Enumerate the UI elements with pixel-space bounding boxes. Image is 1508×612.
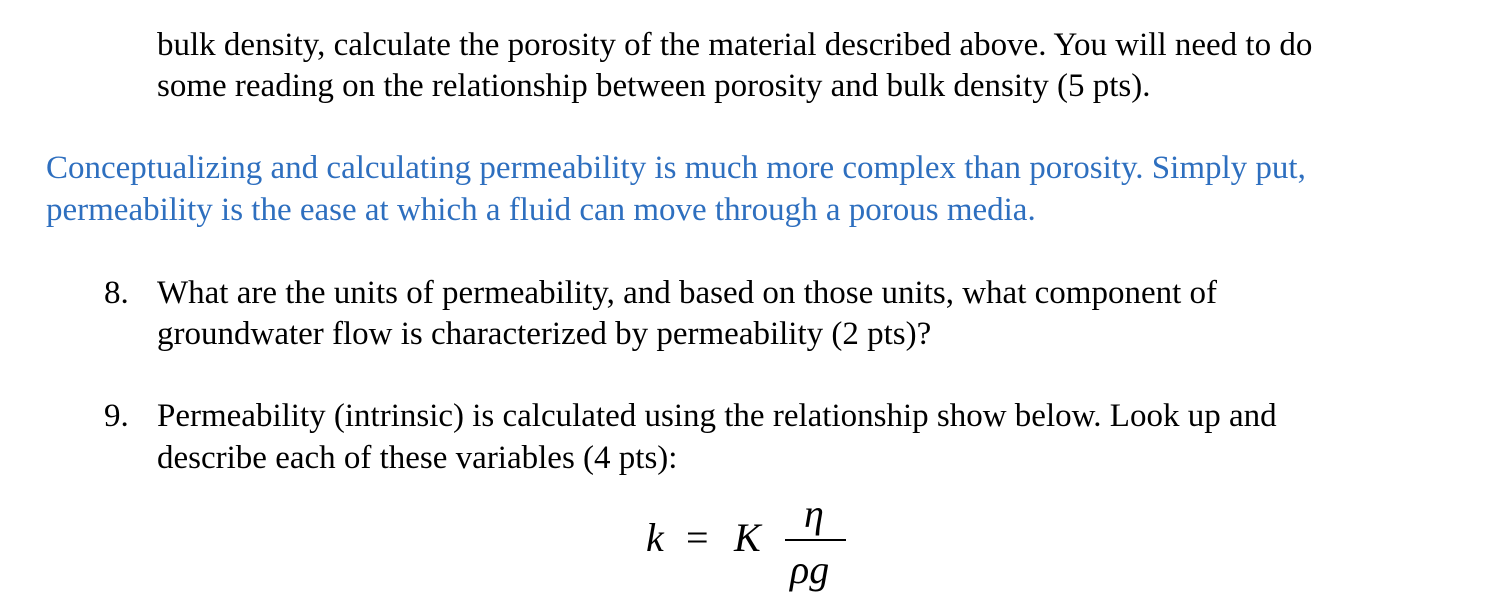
question-9-number: 9. [104, 398, 129, 434]
question-9-line-2: describe each of these variables (4 pts): [157, 440, 678, 476]
equation-lhs: k [646, 515, 664, 560]
note-line-1: Conceptualizing and calculating permeability is much more complex than porosity. Simply put, [46, 150, 1306, 186]
permeability-equation [640, 491, 860, 604]
equation-coefficient: K [734, 515, 761, 560]
intro-line-1: bulk density, calculate the porosity of the material described above. You will need to do [157, 27, 1313, 63]
question-8-line-1: What are the units of permeability, and based on those units, what component of [157, 275, 1217, 311]
intro-line-2: some reading on the relationship between porosity and bulk density (5 pts). [157, 68, 1151, 104]
equation-fraction-bar [785, 539, 846, 541]
question-9-line-1: Permeability (intrinsic) is calculated using the relationship show below. Look up and [157, 398, 1277, 434]
note-line-2: permeability is the ease at which a fluid can move through a porous media. [46, 192, 1036, 228]
equation-numerator: η [804, 491, 824, 536]
equation-equals: = [686, 515, 709, 560]
question-8-number: 8. [104, 275, 129, 311]
equation-denominator: ρg [790, 547, 830, 592]
question-8-line-2: groundwater flow is characterized by permeability (2 pts)? [157, 316, 932, 352]
